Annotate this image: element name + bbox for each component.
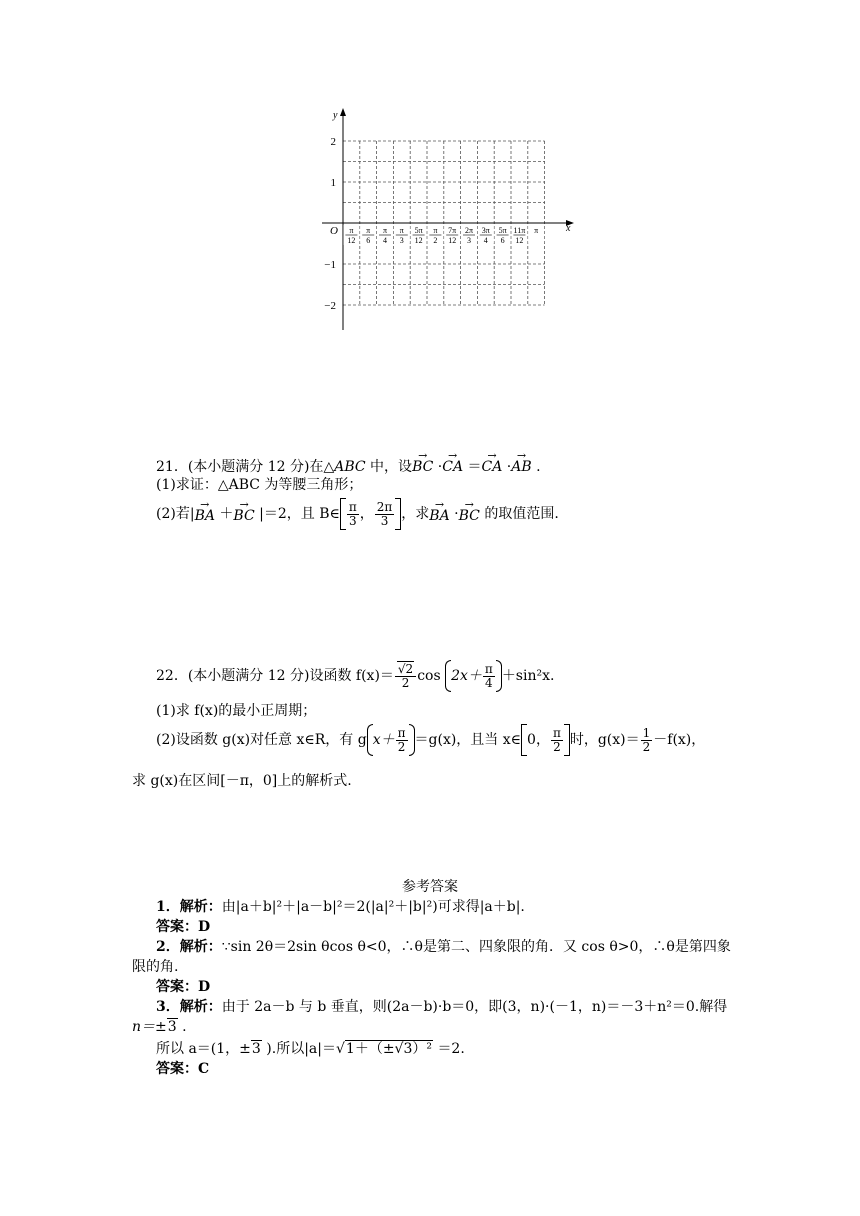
q22-part2-cont	[132, 772, 352, 790]
answer-3-cont2: 所以 a＝(1，±3 ).所以|a|＝√1＋（±√3）² ＝2.	[156, 1041, 465, 1057]
a3-label: 3．解析：	[156, 999, 222, 1015]
answers-title-text: 参考答案	[402, 879, 458, 895]
frac-2pi-3: $\frac{2\pi}{3}$	[376, 499, 393, 528]
answer-1-result	[156, 918, 210, 936]
q22-part2-a: (2)设函数 g(x)对任意 x∈R，有 g	[156, 732, 367, 748]
x-tick-label: 3	[399, 236, 404, 245]
answer-2-result	[156, 978, 210, 996]
x-tick-label: 2π	[464, 226, 474, 235]
x-tick-label: 12	[448, 236, 457, 245]
a3-text3-sqrt3: 3	[251, 1041, 261, 1057]
frac-sqrt2-over-2: $\frac{√2}{2}$	[395, 663, 416, 690]
vector-ba-2: → BA	[429, 503, 449, 525]
x-tick-label: 3	[467, 236, 471, 245]
a3-text3-root: 1＋（±√3）²	[345, 1041, 432, 1057]
x-tick-label: 12	[347, 236, 356, 245]
q22-part2	[156, 722, 705, 758]
q22-part2-d: －f(x)，	[653, 732, 706, 748]
a3-text3-c: ＝2.	[437, 1041, 465, 1057]
x-tick-label: π	[534, 226, 539, 235]
answer-3-cont	[132, 1018, 187, 1036]
q21-line1: 21．(本小题满分 12 分)在△ABC 中，设→ BC ·→ CA ＝→ CA ·→ AB .	[156, 454, 541, 476]
q21-part2-d: 的取值范围.	[484, 506, 559, 522]
q21-part1-text: (1)求证：△ABC 为等腰三角形；	[156, 477, 363, 493]
a3-text2-a: n＝±	[132, 1019, 167, 1035]
q22-tail: ＋sin²x.	[501, 668, 555, 684]
q22-part2-e: 求 g(x)在区间[－π，0]上的解析式.	[132, 773, 352, 789]
a1-text: 由|a＋b|²＋|a－b|²＝2(|a|²＋|b|²)可求得|a＋b|.	[221, 899, 525, 915]
x-tick-label: 3π	[481, 226, 490, 235]
a2-answer: 答案：D	[156, 979, 211, 995]
q22-zero: 0，	[527, 732, 550, 748]
x-tick-label: 2	[433, 236, 438, 245]
vector-bc: → BC	[412, 454, 433, 476]
q21-part2-c: ，求	[401, 506, 430, 522]
x-tick-label: π	[349, 226, 354, 235]
a1-answer: 答案：D	[156, 919, 211, 935]
frac-pi-3: $\frac{\pi}{3}$	[348, 499, 357, 528]
a1-label: 1．解析：	[156, 899, 222, 915]
x-tick-label: 5π	[414, 226, 423, 235]
q22-inner: 2x＋	[451, 668, 482, 684]
frac-pi-4: $\frac{\pi}{4}$	[484, 661, 493, 690]
y-tick-label: −2	[324, 300, 336, 312]
left-bracket	[340, 498, 346, 530]
vector-ca: → CA	[442, 454, 463, 476]
answer-2-cont	[132, 958, 178, 976]
a2-label: 2．解析：	[156, 939, 222, 955]
a3-sqrt3: 3	[167, 1019, 177, 1035]
a2-text2: 限的角.	[132, 959, 179, 975]
y-tick-label: 2	[330, 136, 336, 148]
q21-part1	[156, 476, 362, 494]
x-tick-label: 12	[414, 236, 423, 245]
frac-pi-2-b: $\frac{\pi}{2}$	[552, 725, 561, 754]
x-tick-label: 4	[383, 236, 387, 245]
vector-ca-2: → CA	[482, 454, 503, 476]
a3-text3-b: ).所以|a|＝	[266, 1041, 336, 1057]
q22-x-plus: x＋	[372, 732, 395, 748]
answer-3	[156, 998, 727, 1016]
y-tick-label: −1	[324, 259, 336, 271]
q21-end: .	[536, 459, 541, 475]
x-tick-label: 4	[483, 236, 488, 245]
q22-part2-c: 时，g(x)＝	[569, 732, 640, 748]
vector-ab: → AB	[511, 454, 531, 476]
x-tick-label: π	[399, 226, 404, 235]
y-axis-arrow	[340, 108, 346, 116]
q21-part2-a: (2)若|	[156, 506, 195, 522]
frac-pi-2: $\frac{\pi}{2}$	[397, 725, 406, 754]
q22-line1	[156, 658, 554, 694]
q22-part1-text: (1)求 f(x)的最小正周期；	[156, 703, 317, 719]
x-tick-label: 5π	[498, 226, 507, 235]
x-tick-label: 6	[366, 236, 371, 245]
q21-part2: (2)若| → BA ＋ → BC |＝2，且 B∈ $\frac{\pi}{3}$ ， $\frac{2\pi}{3}$ ，求 → BA · → BC 的取值范围.	[156, 496, 559, 532]
q21-abc: ABC	[334, 459, 366, 475]
x-tick-label: 12	[515, 236, 524, 245]
vector-ba: → BA	[195, 503, 215, 525]
y-axis-label: y	[333, 110, 338, 121]
q21-mid: 中，设	[365, 459, 413, 475]
q22-cos: cos	[417, 668, 441, 684]
x-axis-label: x	[566, 223, 571, 234]
a3-text: 由于 2a－b 与 b 垂直，则(2a－b)·b＝0，即(3，n)·(－1，n)＝－3＋n²＝0.解得	[221, 999, 728, 1015]
answer-3-result	[156, 1060, 209, 1078]
q22-intro: 22．(本小题满分 12 分)设函数 f(x)＝	[156, 668, 394, 684]
q22-part2-b: ＝g(x)，且当 x∈	[414, 732, 522, 748]
a2-text: ∵sin 2θ＝2sin θcos θ<0，∴θ是第二、四象限的角．又 cos θ>0，∴θ是第四象	[221, 939, 731, 955]
origin-label: O	[330, 225, 338, 237]
q21-intro: 21．(本小题满分 12 分)在△	[156, 459, 335, 475]
q22-part1	[156, 702, 316, 720]
vector-bc-2: → BC	[233, 503, 254, 525]
answer-1	[156, 898, 525, 916]
x-tick-label: 11π	[513, 226, 526, 235]
y-tick-label: 1	[330, 177, 336, 189]
x-tick-label: π	[382, 226, 388, 235]
x-tick-label: π	[366, 226, 371, 235]
answer-2	[156, 938, 731, 956]
x-tick-label: 6	[500, 236, 505, 245]
x-tick-label: π	[433, 226, 438, 235]
coordinate-grid-figure	[0, 0, 860, 340]
a3-text2-b: .	[182, 1019, 187, 1035]
x-tick-label: 7π	[448, 226, 457, 235]
q21-plus: ＋	[219, 506, 234, 522]
a3-answer: 答案：C	[156, 1061, 210, 1077]
answers-title	[0, 878, 860, 896]
a3-text3-a: 所以 a＝(1，±	[156, 1041, 251, 1057]
vector-bc-3: → BC	[459, 503, 480, 525]
frac-1-2: $\frac{1}{2}$	[642, 725, 651, 754]
q21-part2-b: |＝2，且 B∈	[259, 506, 340, 522]
